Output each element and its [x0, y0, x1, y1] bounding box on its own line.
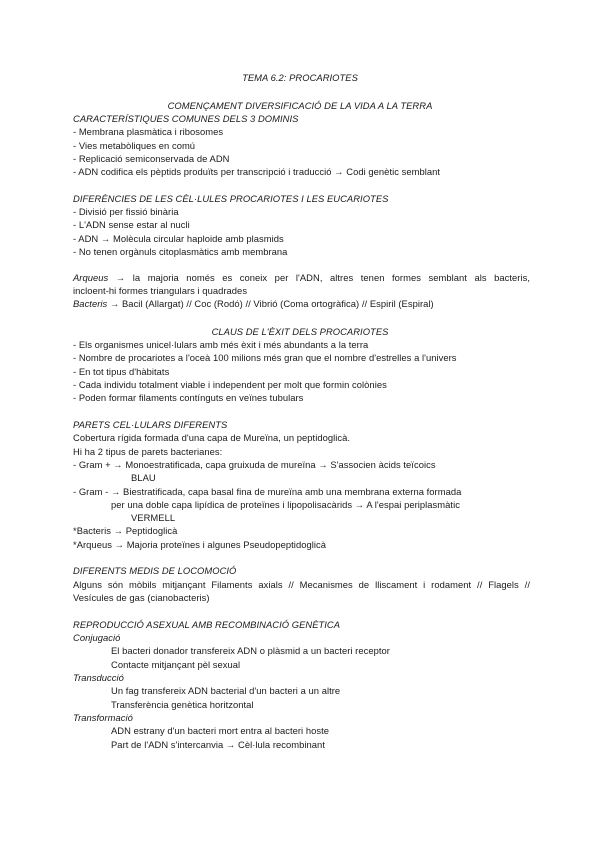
note-bacteris: *Bacteris → Peptidoglicà	[73, 525, 178, 536]
section-heading-parets: PARETS CEL·LULARS DIFERENTS	[73, 419, 228, 430]
section-heading-claus: CLAUS DE L'ÈXIT DELS PROCARIOTES	[211, 326, 389, 337]
arqueus-paragraph-cont: incloent-hi formes triangulars i quadrades	[73, 285, 248, 296]
section-heading-diversificacio: COMENÇAMENT DIVERSIFICACIÓ DE LA VIDA A LA TERRA	[167, 100, 433, 111]
gram-negative-line: - Gram - → Biestratificada, capa basal fina de mureïna amb una membrana externa formada	[73, 486, 462, 497]
list-item: El bacteri donador transfereix ADN o plàsmid a un bacteri receptor	[111, 645, 390, 656]
locomocio-line-cont: Vesícules de gas (cianobacteris)	[73, 592, 210, 603]
bacteris-term: Bacteris	[73, 298, 108, 309]
gram-negative-line-cont: per una doble capa lipídica de proteïnes i lipopolisacàrids → A l'espai periplasmàtic	[111, 499, 460, 510]
list-item: ADN estrany d'un bacteri mort entra al bacteri hoste	[111, 725, 330, 736]
list-item: - Vies metabòliques en comú	[73, 140, 196, 151]
list-item: - ADN → Molècula circular haploide amb plasmids	[73, 233, 284, 244]
list-item: - ADN codifica els pèptids produïts per transcripció i traducció → Codi genètic semblant	[73, 166, 441, 177]
arqueus-term: Arqueus	[73, 272, 109, 283]
list-item: Part de l'ADN s'intercanvia → Cèl·lula recombinant	[111, 739, 325, 750]
gram-positive-line: - Gram + → Monoestratificada, capa gruixuda de mureïna → S'associen àcids teïcoics	[73, 459, 436, 470]
list-item: - Poden formar filaments contínguts en veïnes tubulars	[73, 392, 304, 403]
bacteris-text: → Bacil (Allargat) // Coc (Rodó) // Vibrió (Coma ortogràfica) // Espiril (Espiral)	[107, 298, 434, 309]
bacteris-line	[73, 298, 434, 310]
subheading-caracteristiques: CARACTERÍSTIQUES COMUNES DELS 3 DOMINIS	[73, 113, 299, 124]
parets-line: Hi ha 2 tipus de parets bacterianes:	[73, 446, 223, 457]
list-item: - No tenen orgànuls citoplasmàtics amb membrana	[73, 246, 288, 257]
list-item: - En tot tipus d'hàbitats	[73, 366, 170, 377]
section-heading-locomocio: DIFERENTS MEDIS DE LOCOMOCIÓ	[73, 565, 237, 576]
list-item: - Divisió per fissió binària	[73, 206, 179, 217]
gram-negative-color: VERMELL	[131, 512, 176, 523]
locomocio-line: Alguns són mòbils mitjançant Filaments axials // Mecanismes de lliscament i rodament // Flagels //	[73, 579, 530, 590]
list-item: Transferència genètica horitzontal	[111, 699, 254, 710]
list-item: - Cada individu totalment viable i independent per molt que formin colònies	[73, 379, 387, 390]
list-item: - Els organismes unicel·lulars amb més èxit i més abundants a la terra	[73, 339, 369, 350]
list-item: - L'ADN sense estar al nucli	[73, 219, 190, 230]
section-heading-diferencies: DIFERÈNCIES DE LES CÈL·LULES PROCARIOTES I LES EUCARIOTES	[73, 193, 389, 204]
arqueus-text: → la majoria només es coneix per l'ADN, altres tenen formes semblant als bacteris,	[108, 272, 530, 283]
list-item: - Nombre de procariotes a l'oceà 100 milions més gran que el nombre d'estrelles a l'univers	[73, 352, 457, 363]
subheading-transduccio: Transducció	[73, 672, 124, 683]
subheading-transformacio: Transformació	[73, 712, 133, 723]
arqueus-paragraph	[73, 272, 530, 284]
list-item: - Membrana plasmàtica i ribosomes	[73, 126, 224, 137]
page-title: TEMA 6.2: PROCARIOTES	[242, 72, 358, 83]
parets-line: Cobertura rígida formada d'una capa de Mureïna, un peptidoglicà.	[73, 432, 351, 443]
subheading-conjugacio: Conjugació	[73, 632, 121, 643]
note-arqueus: *Arqueus → Majoria proteïnes i algunes Pseudopeptidoglicà	[73, 539, 327, 550]
list-item: Contacte mitjançant pèl sexual	[111, 659, 241, 670]
list-item: Un fag transfereix ADN bacterial d'un bacteri a un altre	[111, 685, 341, 696]
list-item: - Replicació semiconservada de ADN	[73, 153, 230, 164]
gram-positive-color: BLAU	[131, 472, 156, 483]
section-heading-reproduccio: REPRODUCCIÓ ASEXUAL AMB RECOMBINACIÓ GENÈTICA	[73, 619, 341, 630]
